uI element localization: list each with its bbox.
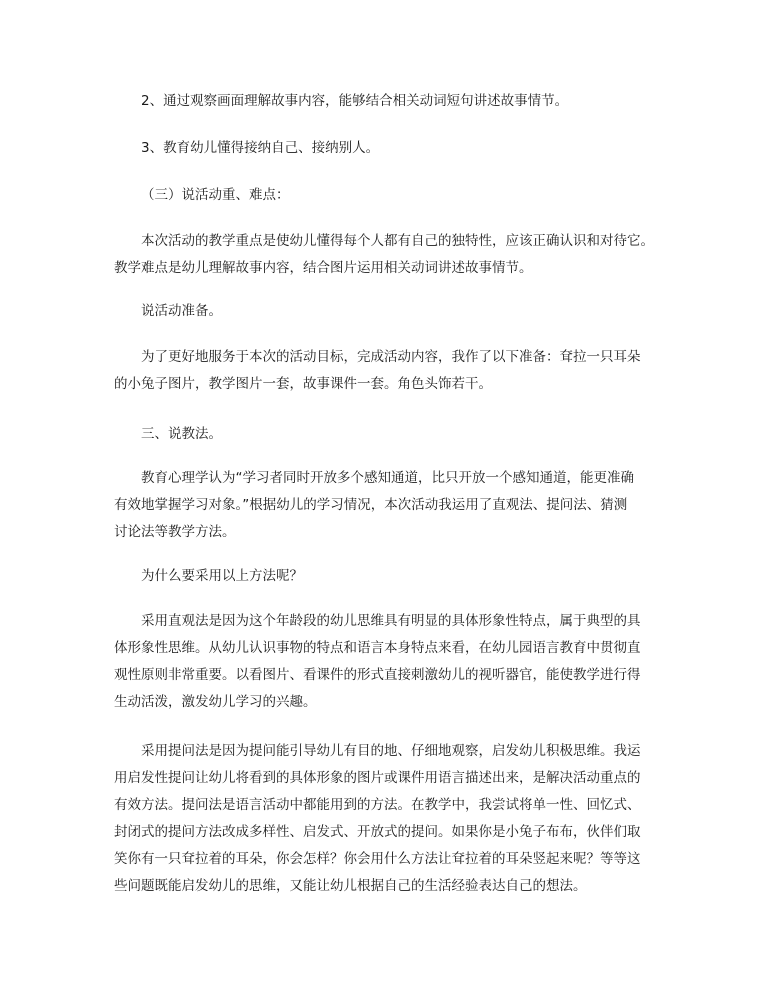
text-line: 封闭式的提问方法改成多样性、启发式、开放式的提问。如果你是小兔子布布，伙伴们取 <box>114 824 641 840</box>
text-line: 为了更好地服务于本次的活动目标，完成活动内容，我作了以下准备：耷拉一只耳朵 <box>141 349 641 365</box>
paragraph-objective-2 <box>114 88 659 115</box>
text-line: 有效方法。提问法是语言活动中都能用到的方法。在教学中，我尝试将单一性、回忆式、 <box>114 797 641 813</box>
paragraph-questioning-method <box>114 738 659 900</box>
text-line: 观性原则非常重要。以看图片、看课件的形式直接刺激幼儿的视听器官，能使教学进行得 <box>114 667 641 683</box>
text-line: 的小兔子图片，教学图片一套，故事课件一套。角色头饰若干。 <box>114 376 492 392</box>
paragraph-key-points <box>114 228 659 282</box>
text-line: 说活动准备。 <box>141 303 222 319</box>
text-line: 三、说教法。 <box>141 426 222 442</box>
heading-teaching-methods <box>114 421 659 448</box>
text-line: 些问题既能启发幼儿的思维，又能让幼儿根据自己的生活经验表达自己的想法。 <box>114 878 587 894</box>
text-line: 讨论法等教学方法。 <box>114 524 236 540</box>
text-line: 3、教育幼儿懂得接纳自己、接纳别人。 <box>141 140 380 156</box>
text-line: 本次活动的教学重点是使幼儿懂得每个人都有自己的独特性，应该正确认识和对待它。 <box>141 233 654 249</box>
text-line: 为什么要采用以上方法呢？ <box>141 568 303 584</box>
text-line: 教学难点是幼儿理解故事内容，结合图片运用相关动词讲述故事情节。 <box>114 260 533 276</box>
text-line: 2、通过观察画面理解故事内容，能够结合相关动词短句讲述故事情节。 <box>141 93 569 109</box>
text-line: 用启发性提问让幼儿将看到的具体形象的图片或课件用语言描述出来，是解决活动重点的 <box>114 770 641 786</box>
text-line: 笑你有一只耷拉着的耳朵，你会怎样？你会用什么方法让耷拉着的耳朵竖起来呢？等等这 <box>114 851 641 867</box>
text-line: 体形象性思维。从幼儿认识事物的特点和语言本身特点来看，在幼儿园语言教育中贯彻直 <box>114 640 641 656</box>
text-line: 采用直观法是因为这个年龄段的幼儿思维具有明显的具体形象性特点，属于典型的具 <box>141 613 641 629</box>
paragraph-intuitive-method <box>114 608 659 716</box>
heading-preparation <box>114 298 659 325</box>
heading-why-methods <box>114 563 659 590</box>
paragraph-psychology <box>114 465 659 546</box>
paragraph-preparation <box>114 344 659 398</box>
text-line: 有效地掌握学习对象。”根据幼儿的学习情况，本次活动我运用了直观法、提问法、猜测 <box>114 497 628 513</box>
heading-key-points <box>114 182 659 209</box>
text-line: 采用提问法是因为提问能引导幼儿有目的地、仔细地观察，启发幼儿积极思维。我运 <box>141 743 641 759</box>
text-line: 教育心理学认为“学习者同时开放多个感知通道，比只开放一个感知通道，能更准确 <box>141 470 634 486</box>
text-line: 生动活泼，激发幼儿学习的兴趣。 <box>114 694 317 710</box>
paragraph-objective-3 <box>114 135 659 162</box>
text-line: （三）说活动重、难点： <box>141 187 290 203</box>
